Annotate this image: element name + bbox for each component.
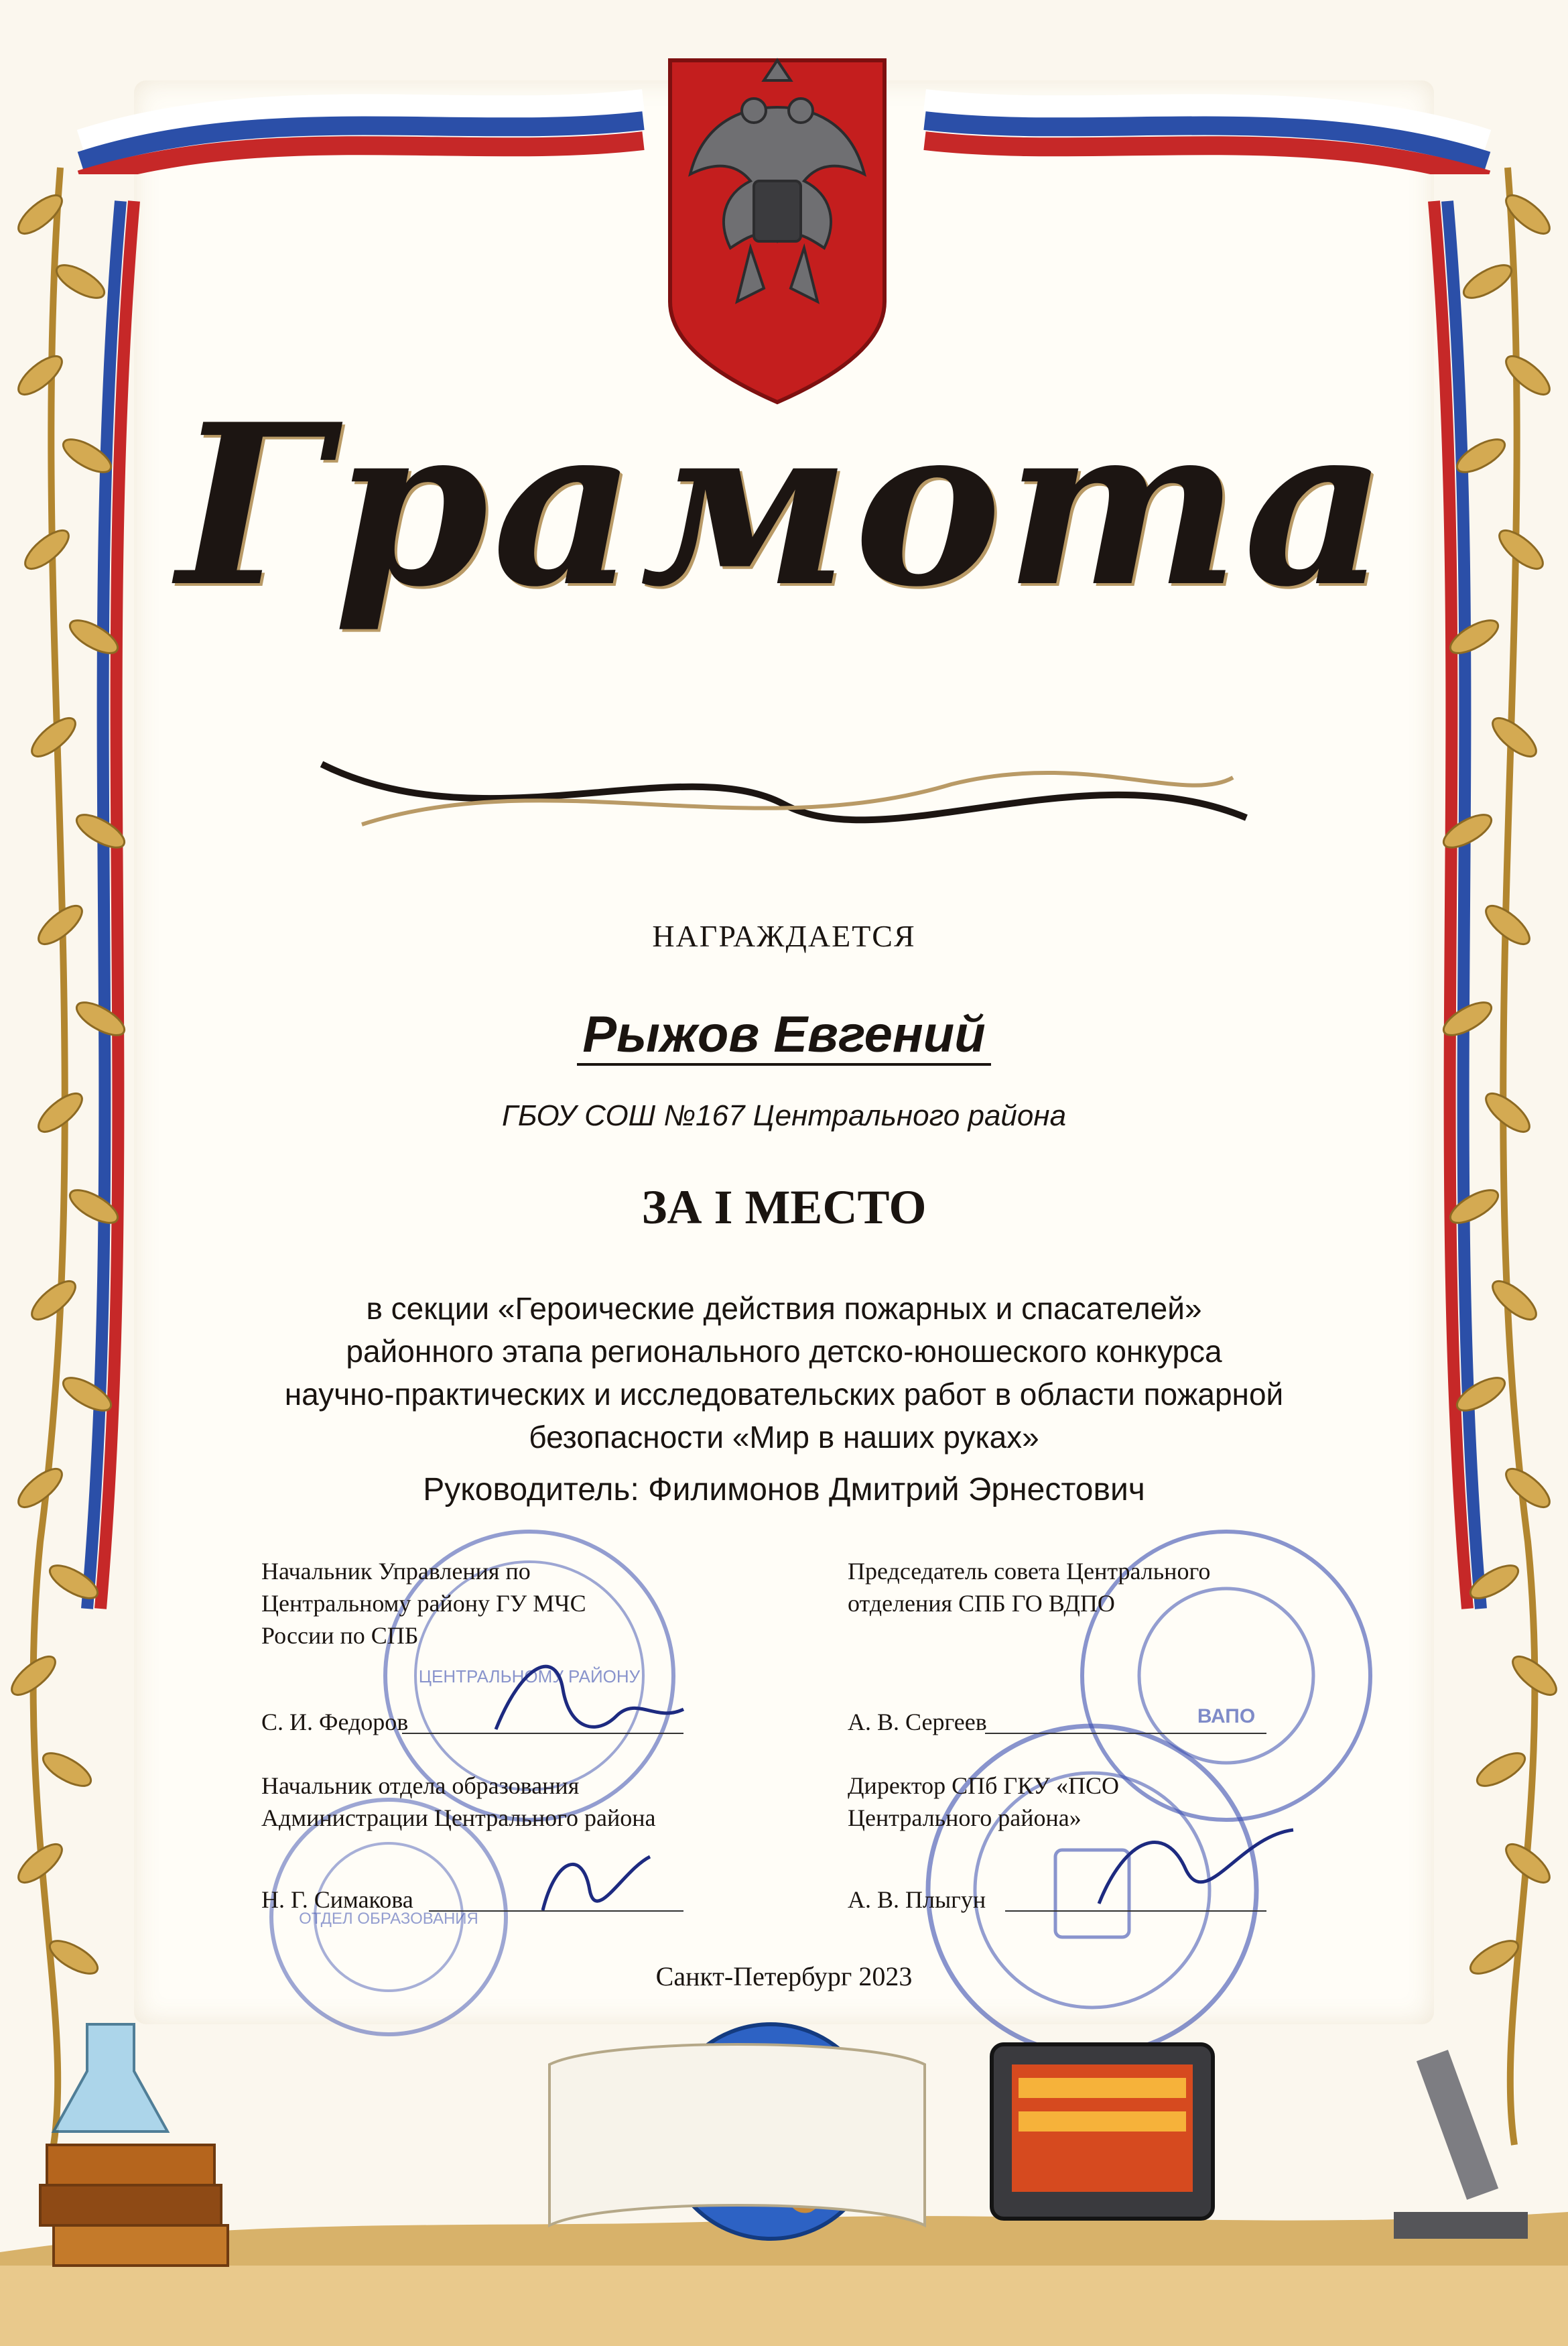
place-label: ЗА I МЕСТО <box>641 1180 927 1234</box>
signatory-2-position <box>848 1555 1210 1619</box>
signatory-4-position <box>848 1770 1119 1834</box>
title-flourish <box>281 724 1287 858</box>
signatory-position-line: Председатель совета Центрального <box>848 1558 1211 1585</box>
computer-icon <box>992 2044 1213 2219</box>
handwritten-signature-3 <box>529 1830 663 1937</box>
signatory-3-name: Н. Г. Симакова <box>261 1886 413 1913</box>
recipient-name <box>0 1005 1568 1064</box>
signatory-position-line: Начальник отдела образования <box>261 1772 580 1799</box>
stamp-vdpo-text: ВАПО <box>1197 1705 1256 1727</box>
signatory-position-line: Центральному району ГУ МЧС <box>261 1590 586 1617</box>
coat-of-arms-icon <box>643 47 911 409</box>
microscope-icon <box>1394 2050 1528 2239</box>
awarded-label: НАГРАЖДАЕТСЯ <box>652 919 916 953</box>
leader-line: Руководитель: Филимонов Дмитрий Эрнестович <box>423 1472 1145 1507</box>
city-year: Санкт-Петербург 2023 <box>655 1961 913 1991</box>
description-line: безопасности «Мир в наших руках» <box>529 1420 1039 1455</box>
handwritten-signature-1 <box>482 1635 697 1756</box>
school-name: ГБОУ СОШ №167 Центрального района <box>501 1099 1067 1132</box>
signatory-4-name: А. В. Плыгун <box>848 1886 986 1913</box>
books-icon <box>40 2145 228 2266</box>
certificate-title: Грамота <box>177 375 1391 635</box>
stamp-mchs-text: ЦЕНТРАЛЬНОМУ РАЙОНУ <box>418 1666 641 1686</box>
signatory-3-position <box>261 1770 656 1834</box>
description-line: в секции «Героические действия пожарных и спасателей» <box>366 1291 1202 1326</box>
award-description <box>0 1287 1568 1459</box>
stamp-education-text: ОТДЕЛ ОБРАЗОВАНИЯ <box>299 1910 478 1928</box>
description-line: научно-практических и исследовательских работ в области пожарной <box>284 1377 1284 1412</box>
description-line: районного этапа регионального детско-юношеского конкурса <box>346 1334 1222 1369</box>
signatory-position-line: Начальник Управления по <box>261 1558 531 1585</box>
left-laurel-branch-icon <box>0 0 154 2346</box>
signatory-1-name: С. И. Федоров <box>261 1709 409 1735</box>
signatory-position-line: отделения СПБ ГО ВДПО <box>848 1590 1115 1617</box>
signatory-position-line: Администрации Центрального района <box>261 1804 656 1831</box>
right-laurel-branch-icon <box>1414 0 1568 2346</box>
signature-line <box>985 1733 1266 1734</box>
recipient-name-text: Рыжов Евгений <box>577 1006 990 1066</box>
signatory-2-name: А. В. Сергеев <box>848 1709 987 1735</box>
signatory-position-line: Директор СПб ГКУ «ПСО <box>848 1772 1119 1799</box>
signatory-position-line: Центрального района» <box>848 1804 1082 1831</box>
school-supplies-illustration <box>0 2011 1568 2346</box>
signatory-position-line: России по СПБ <box>261 1622 419 1649</box>
handwritten-signature-4 <box>1086 1796 1307 1930</box>
